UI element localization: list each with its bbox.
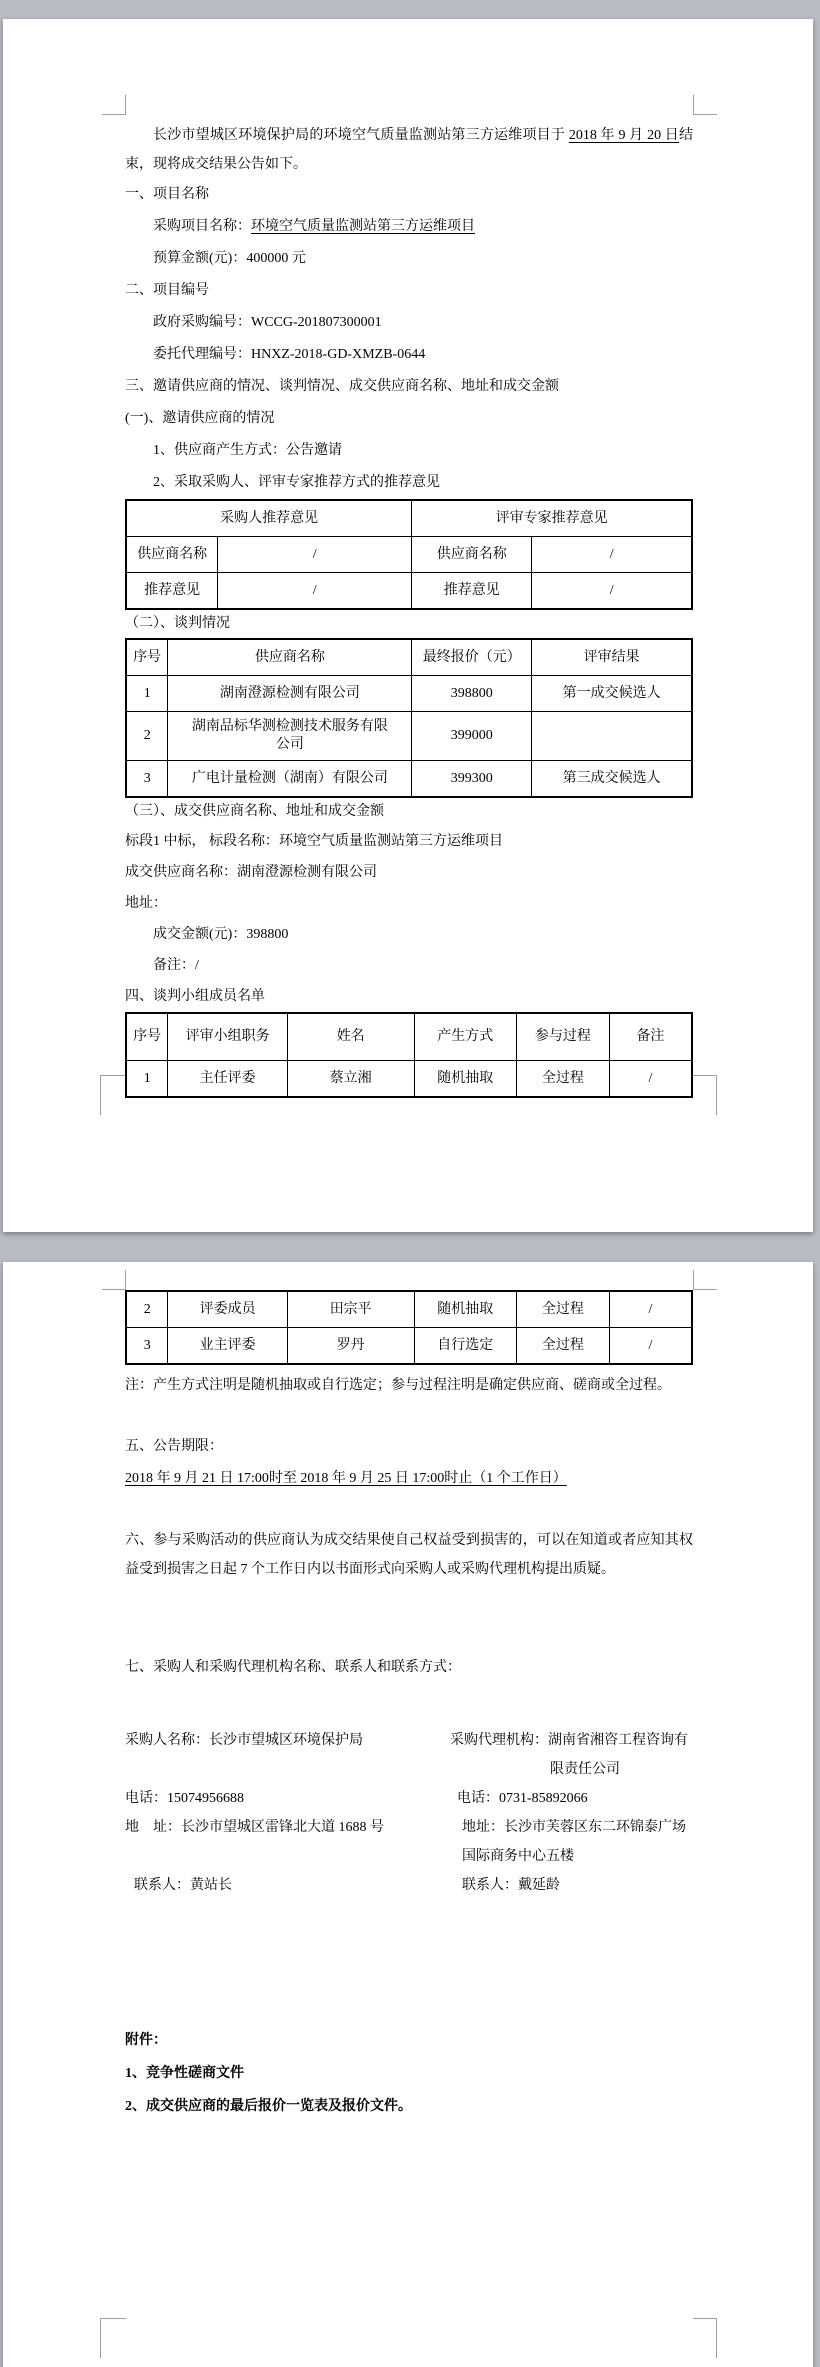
section-1-heading: 一、项目名称 — [125, 187, 209, 202]
table-row — [126, 1061, 692, 1098]
page1-content — [125, 19, 693, 1098]
header-cell-participation: 参与过程 — [517, 1013, 610, 1061]
table-row — [126, 761, 692, 798]
header-cell-seq: 序号 — [126, 1013, 168, 1061]
crop-mark-bottom-left — [100, 2318, 101, 2358]
crop-mark-top-left — [102, 114, 126, 115]
table-cell: 全过程 — [517, 1328, 610, 1365]
attachments-title: 附件： — [125, 2033, 167, 2048]
table-cell: / — [609, 1328, 692, 1365]
agency-address-wrap-line: 国际商务中心五楼 — [462, 1849, 574, 1864]
table-header-row — [126, 639, 692, 676]
table-cell: / — [218, 537, 412, 573]
contacts-block — [125, 1726, 693, 1906]
agency-phone-line: 电话：0731-85892066 — [457, 1791, 588, 1806]
crop-mark-bottom-right — [716, 2318, 717, 2358]
attachments-block — [125, 2024, 693, 2123]
table-cell: 全过程 — [517, 1291, 610, 1328]
budget-amount-line: 预算金额(元)：400000 元 — [153, 251, 306, 266]
crop-mark-top-left — [102, 1289, 126, 1290]
header-cell-method: 产生方式 — [414, 1013, 516, 1061]
table-row — [126, 573, 692, 610]
award-remark-line: 备注：/ — [153, 958, 199, 973]
page2-content — [125, 1262, 693, 2123]
supplier-name-wrapped: 湖南品标华测检测技术服务有限公司 — [191, 719, 388, 752]
intro-text-pre: 长沙市望城区环境保护局的环境空气质量监测站第三方运维项目于 — [153, 128, 569, 143]
agency-contact-person-line: 联系人：戴延龄 — [462, 1878, 560, 1893]
purchase-project-name-label: 采购项目名称： — [153, 219, 251, 234]
table-cell: / — [218, 573, 412, 610]
purchase-project-name-value: 环境空气质量监测站第三方运维项目 — [251, 219, 475, 234]
table-cell: 第三成交候选人 — [532, 761, 692, 798]
document-page-1 — [3, 19, 813, 1232]
section-3-2-heading: （二）、谈判情况 — [125, 616, 230, 631]
recommendation-method-line: 2、采取采购人、评审专家推荐方式的推荐意见 — [153, 475, 440, 490]
header-cell-buyer-recommendation: 采购人推荐意见 — [126, 500, 412, 537]
header-cell-name: 姓名 — [287, 1013, 414, 1061]
award-amount-line: 成交金额(元)：398800 — [153, 927, 289, 942]
panel-members-table-continued — [125, 1290, 693, 1365]
table-cell: / — [609, 1291, 692, 1328]
intro-text-post: 结束，现将成交结果公告如下。 — [125, 128, 694, 172]
table-cell: 1 — [126, 1061, 168, 1098]
table-cell: 推荐意见 — [412, 573, 532, 610]
table-cell: 推荐意见 — [126, 573, 218, 610]
crop-mark-bottom-left — [100, 2318, 126, 2319]
section-4-heading: 四、谈判小组成员名单 — [125, 989, 265, 1004]
buyer-name-line: 采购人名称：长沙市望城区环境保护局 — [125, 1733, 363, 1748]
table-cell: 398800 — [412, 676, 532, 712]
table-cell: 全过程 — [517, 1061, 610, 1098]
announcement-period-underlined: 2018 年 9 月 21 日 17:00时至 2018 年 9 月 25 日 17:00时止（1 个工作日） — [125, 1471, 567, 1486]
table-row — [126, 1328, 692, 1365]
section-3-1-heading: (一)、邀请供应商的情况 — [125, 411, 275, 426]
table-cell: 自行选定 — [414, 1328, 516, 1365]
buyer-contact-person-line: 联系人：黄站长 — [134, 1878, 232, 1893]
spacer-line — [125, 1755, 455, 1784]
buyer-address-line: 地 址：长沙市望城区雷锋北大道 1688 号 — [125, 1820, 384, 1835]
crop-mark-bottom-left — [100, 1075, 101, 1115]
intro-date-underlined: 2018 年 9 月 20 日 — [568, 128, 680, 143]
table-cell: 田宗平 — [287, 1291, 414, 1328]
crop-mark-top-right — [693, 1289, 717, 1290]
table-cell: / — [532, 537, 692, 573]
table-cell: 399300 — [412, 761, 532, 798]
table-header-row — [126, 1013, 692, 1061]
award-supplier-line: 成交供应商名称：湖南澄源检测有限公司 — [125, 865, 377, 880]
section-3-3-heading: （三）、成交供应商名称、地址和成交金额 — [125, 804, 384, 819]
table-row — [126, 537, 692, 573]
agency-contact-column — [450, 1726, 695, 1900]
table-row — [126, 712, 692, 761]
table-cell: / — [609, 1061, 692, 1098]
table-cell: 评委成员 — [168, 1291, 287, 1328]
table-cell — [532, 712, 692, 761]
crop-mark-top-right — [693, 114, 717, 115]
announcement-period-line — [125, 1463, 693, 1495]
table-row — [126, 676, 692, 712]
section-2-heading: 二、项目编号 — [125, 283, 209, 298]
header-cell-role: 评审小组职务 — [168, 1013, 287, 1061]
table-cell: 供应商名称 — [412, 537, 532, 573]
table-cell: 湖南澄源检测有限公司 — [168, 676, 412, 712]
supplier-generation-line: 1、供应商产生方式：公告邀请 — [153, 443, 342, 458]
section-7-heading: 七、采购人和采购代理机构名称、联系人和联系方式： — [125, 1660, 461, 1675]
section-5-heading: 五、公告期限： — [125, 1439, 223, 1454]
agency-name-wrap-line: 限责任公司 — [550, 1762, 620, 1777]
crop-mark-bottom-right — [693, 1075, 717, 1076]
recommendation-table — [125, 499, 693, 610]
intro-paragraph — [125, 121, 693, 179]
table-cell: 主任评委 — [168, 1061, 287, 1098]
table-cell: 业主评委 — [168, 1328, 287, 1365]
table-cell: 3 — [126, 761, 168, 798]
crop-mark-bottom-right — [693, 2318, 717, 2319]
gov-procurement-number-line: 政府采购编号：WCCG-201807300001 — [153, 315, 382, 330]
header-cell-final-quote: 最终报价（元） — [412, 639, 532, 676]
table-cell — [168, 712, 412, 761]
buyer-contact-column — [125, 1726, 455, 1900]
table-cell: 蔡立湘 — [287, 1061, 414, 1098]
header-cell-review-result: 评审结果 — [532, 639, 692, 676]
table-cell: 随机抽取 — [414, 1291, 516, 1328]
agency-address-line: 地址：长沙市芙蓉区东二环锦泰广场 — [462, 1820, 686, 1835]
document-page-2 — [3, 1262, 813, 2367]
table-row — [126, 1291, 692, 1328]
buyer-phone-line: 电话：15074956688 — [125, 1791, 244, 1806]
table-note-line: 注：产生方式注明是随机抽取或自行选定；参与过程注明是确定供应商、磋商或全过程。 — [125, 1378, 671, 1393]
table-cell: 广电计量检测（湖南）有限公司 — [168, 761, 412, 798]
table-cell: 第一成交候选人 — [532, 676, 692, 712]
table-cell: 2 — [126, 712, 168, 761]
header-cell-supplier-name: 供应商名称 — [168, 639, 412, 676]
table-cell: / — [532, 573, 692, 610]
negotiation-table — [125, 638, 693, 798]
section-3-heading: 三、邀请供应商的情况、谈判情况、成交供应商名称、地址和成交金额 — [125, 379, 559, 394]
header-cell-expert-recommendation: 评审专家推荐意见 — [412, 500, 692, 537]
award-address-line: 地址： — [125, 896, 167, 911]
crop-mark-top-right — [693, 1270, 694, 1290]
crop-mark-bottom-left — [100, 1075, 126, 1076]
table-header-row — [126, 500, 692, 537]
panel-members-table — [125, 1012, 693, 1098]
table-cell: 399000 — [412, 712, 532, 761]
table-cell: 2 — [126, 1291, 168, 1328]
spacer-line — [125, 1842, 455, 1871]
table-cell: 1 — [126, 676, 168, 712]
section-6-paragraph: 六、参与采购活动的供应商认为成交结果使自己权益受到损害的，可以在知道或者应知其权益受到损害之日起 7 个工作日内以书面形式向采购人或采购代理机构提出质疑。 — [125, 1533, 693, 1577]
table-cell: 3 — [126, 1328, 168, 1365]
crop-mark-top-right — [693, 95, 694, 115]
header-cell-seq: 序号 — [126, 639, 168, 676]
table-cell: 供应商名称 — [126, 537, 218, 573]
table-cell: 随机抽取 — [414, 1061, 516, 1098]
header-cell-remark: 备注 — [609, 1013, 692, 1061]
agency-entrust-number-line: 委托代理编号：HNXZ-2018-GD-XMZB-0644 — [153, 347, 426, 362]
purchase-project-name-line — [125, 211, 693, 243]
attachment-item-2: 2、成交供应商的最后报价一览表及报价文件。 — [125, 2099, 412, 2114]
table-cell: 罗丹 — [287, 1328, 414, 1365]
agency-name-line: 采购代理机构：湖南省湘咨工程咨询有 — [450, 1733, 688, 1748]
award-lot-line: 标段1 中标， 标段名称：环境空气质量监测站第三方运维项目 — [125, 834, 503, 849]
crop-mark-bottom-right — [716, 1075, 717, 1115]
attachment-item-1: 1、竞争性磋商文件 — [125, 2066, 244, 2081]
